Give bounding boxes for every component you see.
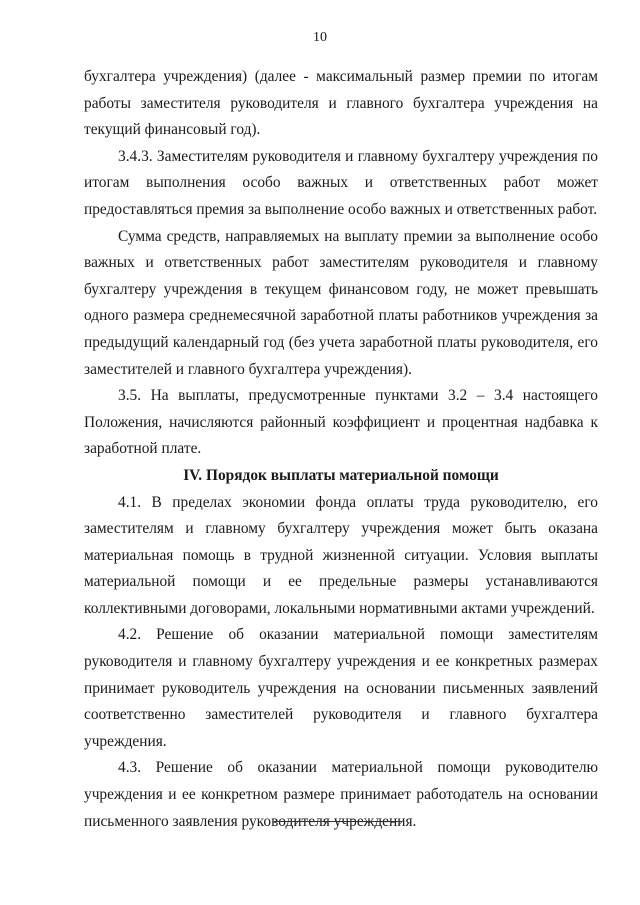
section-heading: IV. Порядок выплаты материальной помощи: [183, 466, 499, 484]
page-number: 10: [313, 30, 327, 45]
paragraph-4-3: 4.3. Решение об оказании материальной помощи руководителю учреждения и ее конкретном размере принимает работодатель на основании письменного заявления руководителя учреждения.: [84, 759, 598, 830]
paragraph-3-4-3: 3.4.3. Заместителям руководителя и главному бухгалтеру учреждения по итогам выполнения особо важных и ответственных работ может предоставляться премия за выполнение особо важных и ответственных работ.: [84, 147, 598, 218]
paragraph-4-2: 4.2. Решение об оказании материальной помощи заместителям руководителя и главному бухгалтеру учреждения и ее конкретных размерах принимает руководитель учреждения на основании письменных заявлений соответственно заместителей руководителя и главного бухгалтера учреждения.: [84, 626, 598, 750]
paragraph-4-1: 4.1. В пределах экономии фонда оплаты труда руководителю, его заместителям и главному бухгалтеру учреждения может быть оказана материальная помощь в трудной жизненной ситуации. Условия выплаты материальной помощи и ее предельные размеры устанавливаются коллективными договорами, локальными нормативными актами учреждений.: [84, 493, 598, 617]
paragraph-premium-sum: Сумма средств, направляемых на выплату премии за выполнение особо важных и ответственных работ заместителям руководителя и главному бухгалтеру учреждения в текущем финансовом году, не может превышать одного размера среднемесячной заработной платы работников учреждения за предыдущий календарный год (без учета заработной платы руководителя, его заместителей и главного бухгалтера учреждения).: [84, 227, 598, 378]
document-body: [84, 64, 598, 835]
end-divider-line: [274, 821, 402, 822]
paragraph-3-5: 3.5. На выплаты, предусмотренные пунктами 3.2 – 3.4 настоящего Положения, начисляются районный коэффициент и процентная надбавка к заработной плате.: [84, 387, 598, 458]
paragraph-continuation: бухгалтера учреждения) (далее - максимальный размер премии по итогам работы заместителя руководителя и главного бухгалтера учреждения на текущий финансовый год).: [84, 68, 598, 139]
